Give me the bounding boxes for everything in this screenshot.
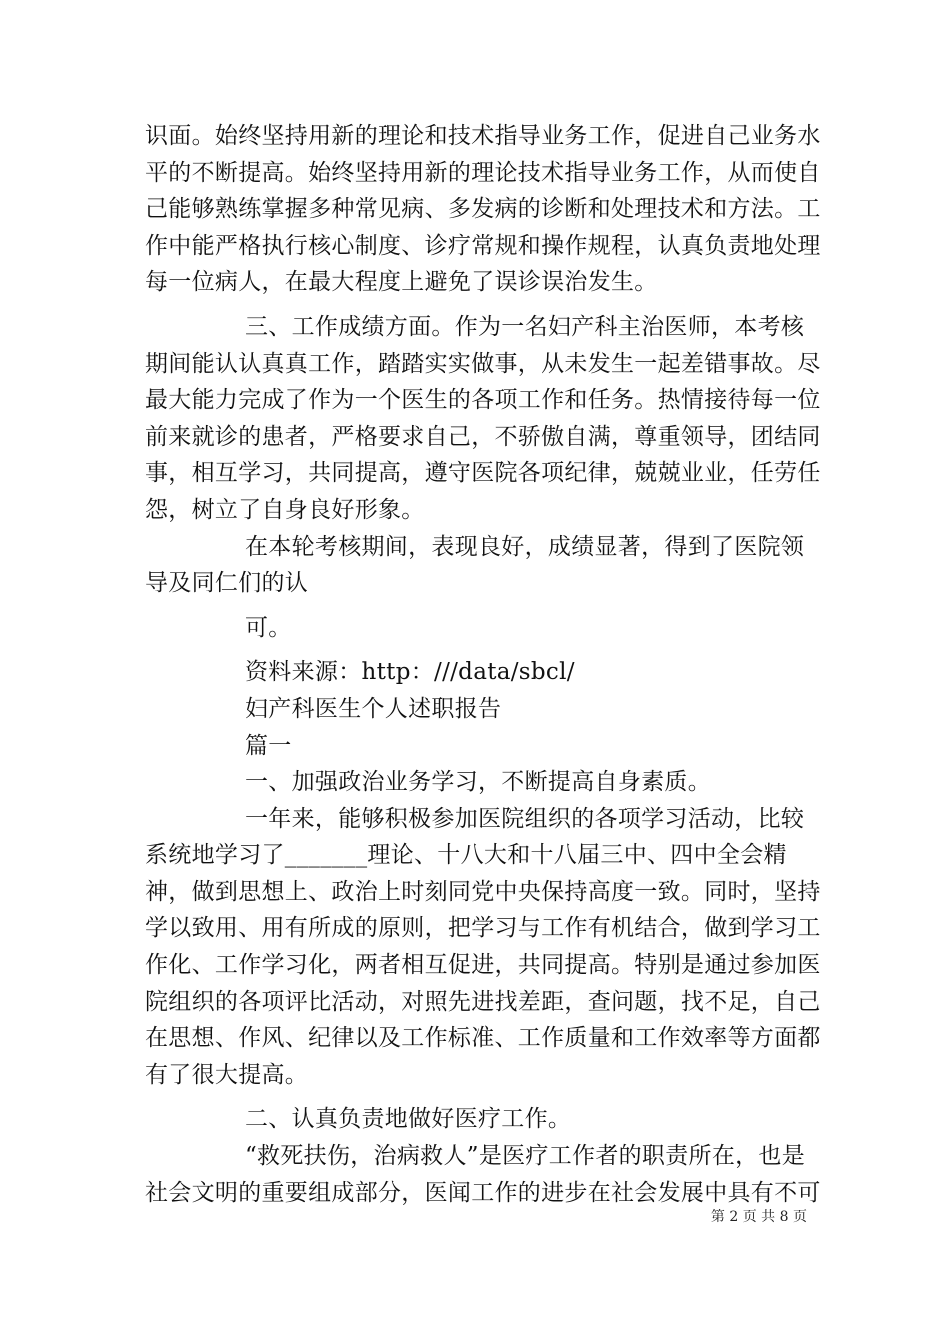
document-body xyxy=(145,118,825,1211)
paragraph-4: 可。 xyxy=(245,614,292,641)
paragraph-1: 识面。始终坚持用新的理论和技术指导业务工作，促进自己业务水平的不断提高。始终坚持用新的理论技术指导业务工作，从而使自己能够熟练掌握多种常见病、多发病的诊断和处理技术和方法。工作中能严格执行核心制度、诊疗常规和操作规程，认真负责地处理每一位病人，在最大程度上避免了误诊误治发生。 xyxy=(145,123,821,296)
report-title: 妇产科医生个人述职报告 xyxy=(245,695,502,722)
paragraph-5: 一年来，能够积极参加医院组织的各项学习活动，比较系统地学习了_______理论、十八大和十八届三中、四中全会精神，做到思想上、政治上时刻同党中央保持高度一致。同时，坚持学以致用、用有所成的原则，把学习与工作有机结合，做到学习工作化、工作学习化，两者相互促进，共同提高。特别是通过参加医院组织的各项评比活动，对照先进找差距，查问题，找不足，自己在思想、作风、纪律以及工作标准、工作质量和工作效率等方面都有了很大提高。 xyxy=(145,805,821,1088)
section-label: 篇一 xyxy=(245,732,292,759)
page-number: 第 2 页 共 8 页 xyxy=(710,1209,807,1225)
paragraph-2: 三、工作成绩方面。作为一名妇产科主治医师，本考核期间能认认真真工作，踏踏实实做事，从未发生一起差错事故。尽最大能力完成了作为一个医生的各项工作和任务。热情接待每一位前来就诊的患者，严格要求自己，不骄傲自满，尊重领导，团结同事，相互学习，共同提高，遵守医院各项纪律，兢兢业业，任劳任怨，树立了自身良好形象。 xyxy=(145,313,821,523)
source-line: 资料来源：http：///data/sbcl/ xyxy=(245,659,575,686)
paragraph-3: 在本轮考核期间，表现良好，成绩显著，得到了医院领导及同仁们的认 xyxy=(145,533,805,597)
heading-2: 二、认真负责地做好医疗工作。 xyxy=(245,1106,572,1133)
heading-1: 一、加强政治业务学习，不断提高自身素质。 xyxy=(245,769,711,796)
paragraph-6: “救死扶伤，治病救人”是医疗工作者的职责所在，也是社会文明的重要组成部分，医闻工作的进步在社会发展中具有不可 xyxy=(145,1143,821,1206)
